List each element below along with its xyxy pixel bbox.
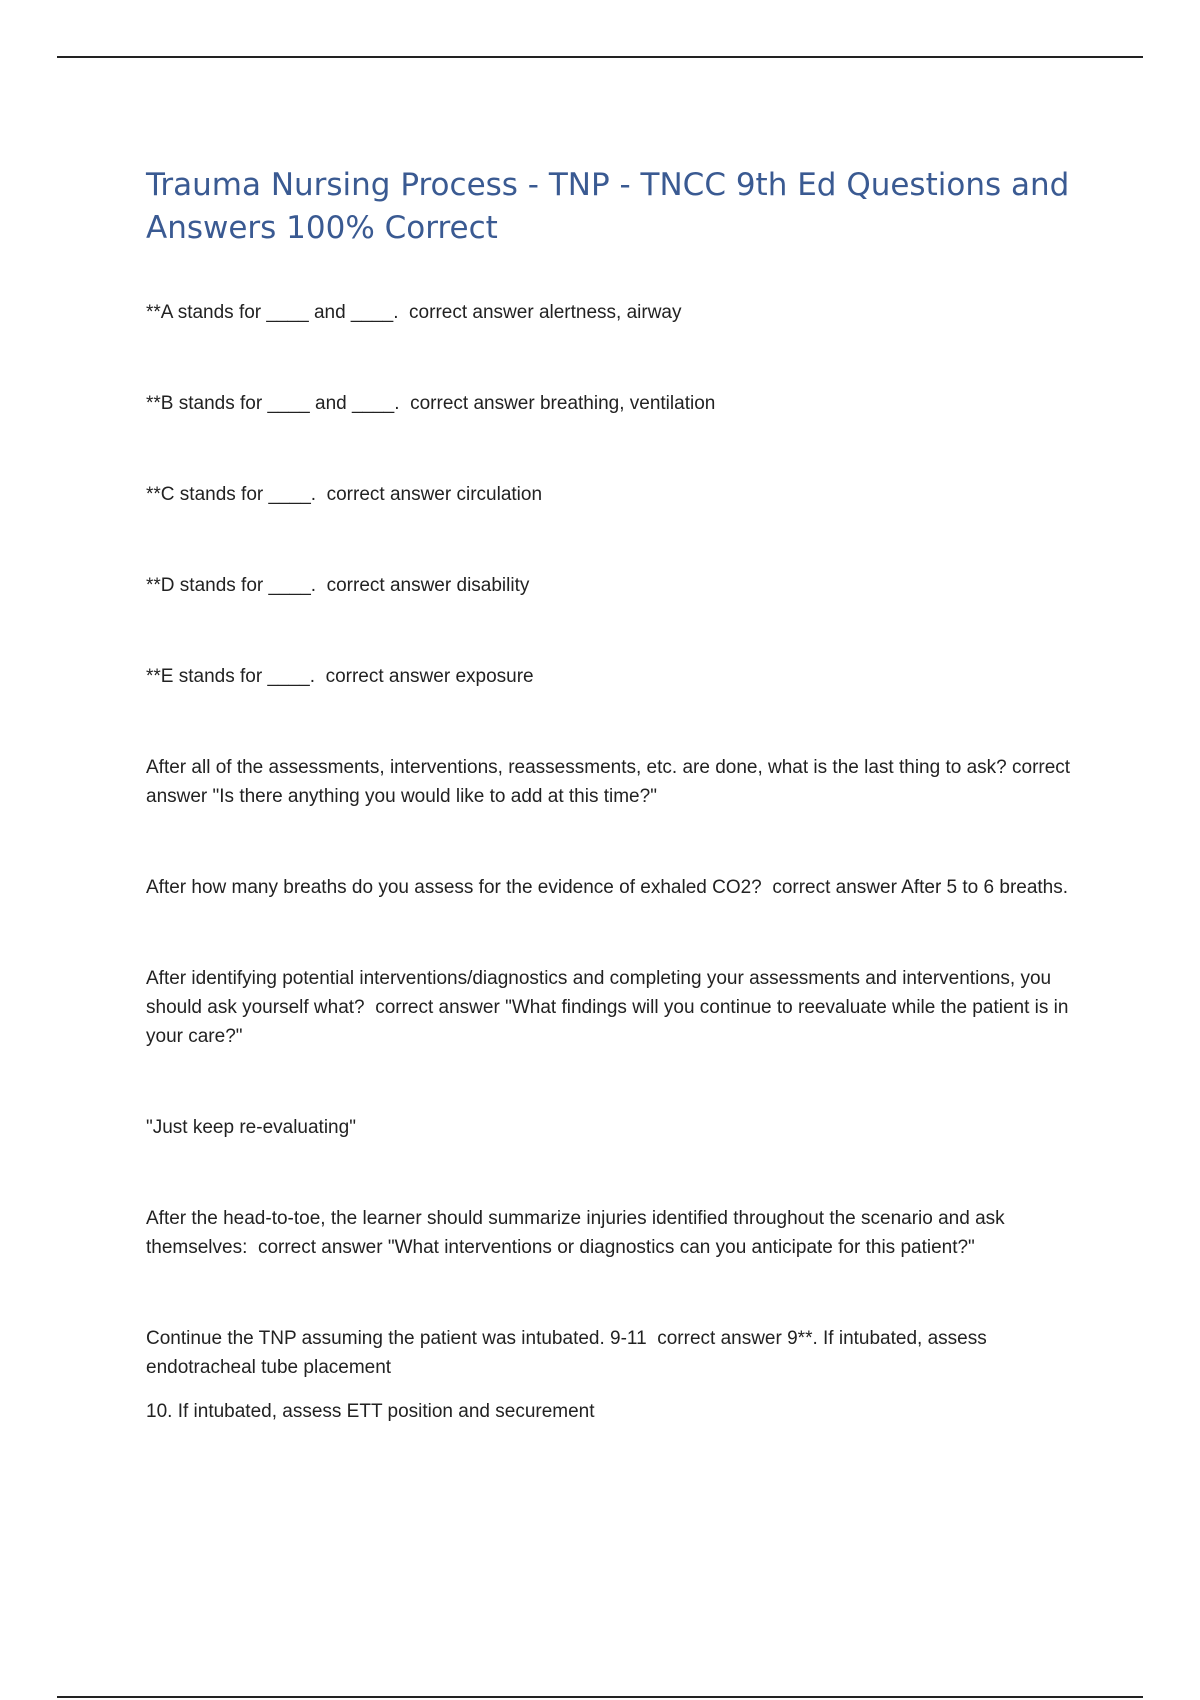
question-text: **C stands for ____. <box>146 484 317 505</box>
question-text: **E stands for ____. <box>146 666 315 687</box>
qa-entry-last-question <box>146 753 1096 811</box>
question-text: After the head-to-toe, the learner should summarize injuries identified throughout the scenario and ask themselves: <box>146 1208 1005 1258</box>
question-text: After all of the assessments, interventions, reassessments, etc. are done, what is the last thing to ask? <box>146 757 1007 778</box>
answer-text: "What interventions or diagnostics can you anticipate for this patient?" <box>387 1237 975 1258</box>
answer-text: 10. If intubated, assess ETT position and securement <box>146 1401 595 1422</box>
answer-label: correct answer <box>146 757 1071 807</box>
qa-entry-head-to-toe <box>146 1204 1096 1262</box>
answer-text: alertness, airway <box>538 302 682 323</box>
answer-text: "What findings will you continue to reevaluate while the patient is in your care?" <box>146 997 1069 1047</box>
answer-text: "Just keep re-evaluating" <box>146 1117 356 1138</box>
answer-text: disability <box>456 575 530 596</box>
question-text: After identifying potential interventions/diagnostics and completing your assessments and interventions, you should ask yourself what? <box>146 968 1052 1018</box>
answer-text: circulation <box>456 484 543 505</box>
qa-entry-a <box>146 298 1096 327</box>
answer-text: After 5 to 6 breaths. <box>901 877 1069 898</box>
document-title: Trauma Nursing Process - TNP - TNCC 9th Ed Questions and Answers 100% Correct <box>146 167 1070 246</box>
answer-text: 9**. If intubated, assess endotracheal tube placement <box>146 1328 987 1378</box>
qa-entry-c <box>146 480 1096 509</box>
qa-entry-intubated <box>146 1324 1096 1382</box>
answer-label: correct answer <box>257 1237 383 1258</box>
question-text: After how many breaths do you assess for the evidence of exhaled CO2? <box>146 877 762 898</box>
qa-entry-ett-position <box>146 1397 1096 1426</box>
answer-text: "Is there anything you would like to add at this time?" <box>212 786 657 807</box>
document-body <box>146 164 1096 1426</box>
qa-list <box>146 298 1096 1426</box>
answer-label: correct answer <box>375 997 500 1018</box>
footer-rule <box>57 1696 1143 1698</box>
answer-label: correct answer <box>409 302 534 323</box>
answer-text: exposure <box>455 666 534 687</box>
qa-entry-reevaluate <box>146 964 1096 1051</box>
qa-entry-e <box>146 662 1096 691</box>
answer-label: correct answer <box>657 1328 782 1349</box>
answer-label: correct answer <box>325 666 451 687</box>
question-text: Continue the TNP assuming the patient was intubated. 9-11 <box>146 1328 647 1349</box>
answer-label: correct answer <box>326 575 452 596</box>
header-rule <box>57 56 1143 58</box>
answer-label: correct answer <box>326 484 452 505</box>
answer-text: breathing, ventilation <box>539 393 716 414</box>
qa-entry-exhaled-co2 <box>146 873 1096 902</box>
question-text: **A stands for ____ and ____. <box>146 302 399 323</box>
answer-label: correct answer <box>410 393 535 414</box>
qa-entry-b <box>146 389 1096 418</box>
qa-entry-d <box>146 571 1096 600</box>
answer-label: correct answer <box>772 877 897 898</box>
question-text: **B stands for ____ and ____. <box>146 393 400 414</box>
qa-entry-keep-reevaluating <box>146 1113 1096 1142</box>
question-text: **D stands for ____. <box>146 575 317 596</box>
